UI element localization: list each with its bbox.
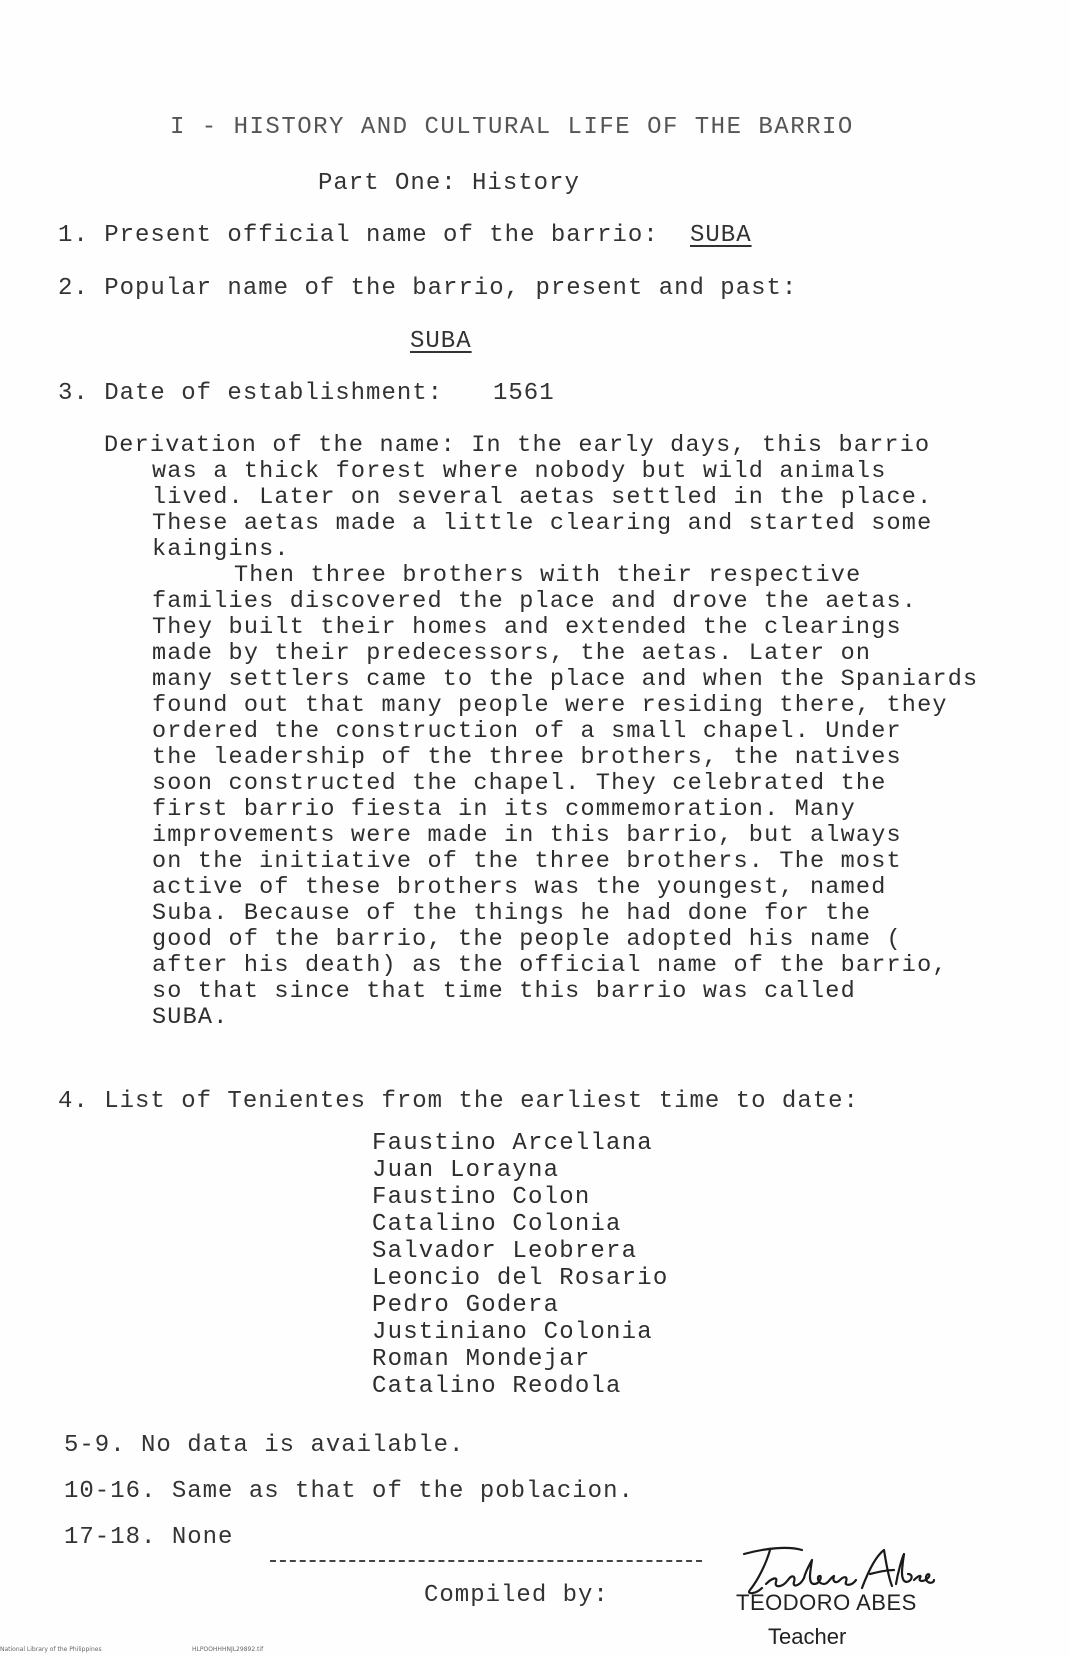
document-subheader: Part One: History bbox=[318, 170, 580, 197]
derivation-line: first barrio fiesta in its commemoration. Many bbox=[152, 796, 856, 823]
derivation-line: They built their homes and extended the clearings bbox=[152, 614, 902, 641]
derivation-line: improvements were made in this barrio, but always bbox=[152, 822, 902, 849]
q3-label: 3. Date of establishment: bbox=[58, 380, 444, 407]
q1-label: 1. Present official name of the barrio: bbox=[58, 222, 659, 249]
document-header: I - HISTORY AND CULTURAL LIFE OF THE BARRIO bbox=[170, 114, 854, 141]
teniente-name: Leoncio del Rosario bbox=[372, 1265, 669, 1292]
derivation-line: These aetas made a little clearing and started some bbox=[152, 510, 933, 537]
footer-library: National Library of the Philippines bbox=[0, 1646, 102, 1653]
derivation-line: found out that many people were residing there, they bbox=[152, 692, 948, 719]
q10-16-text: 10-16. Same as that of the poblacion. bbox=[64, 1478, 634, 1505]
derivation-line: was a thick forest where nobody but wild animals bbox=[152, 458, 887, 485]
q1-value: SUBA bbox=[690, 222, 752, 249]
derivation-line: many settlers came to the place and when the Spaniards bbox=[152, 666, 979, 693]
compiled-by-label: Compiled by: bbox=[424, 1582, 609, 1609]
derivation-line: the leadership of the three brothers, the natives bbox=[152, 744, 902, 771]
derivation-line: families discovered the place and drove the aetas. bbox=[152, 588, 918, 615]
derivation-line: good of the barrio, the people adopted his name ( bbox=[152, 926, 902, 953]
q2-label: 2. Popular name of the barrio, present and past: bbox=[58, 275, 798, 302]
derivation-line: soon constructed the chapel. They celebrated the bbox=[152, 770, 887, 797]
derivation-line: made by their predecessors, the aetas. Later on bbox=[152, 640, 872, 667]
teniente-name: Catalino Reodola bbox=[372, 1373, 622, 1400]
teniente-name: Salvador Leobrera bbox=[372, 1238, 638, 1265]
teniente-name: Pedro Godera bbox=[372, 1292, 560, 1319]
q5-9-text: 5-9. No data is available. bbox=[64, 1432, 465, 1459]
signatory-title: Teacher bbox=[768, 1624, 847, 1649]
derivation-line: on the initiative of the three brothers. The most bbox=[152, 848, 902, 875]
tenientes-list bbox=[372, 1130, 668, 1400]
derivation-line: so that since that time this barrio was called bbox=[152, 978, 856, 1005]
q3-value: 1561 bbox=[493, 380, 555, 407]
derivation-line: after his death) as the official name of the barrio, bbox=[152, 952, 948, 979]
derivation-line: lived. Later on several aetas settled in the place. bbox=[152, 484, 933, 511]
derivation-line: SUBA. bbox=[152, 1004, 229, 1031]
signature-dashed-line bbox=[270, 1560, 702, 1562]
q17-18-text: 17-18. None bbox=[64, 1524, 234, 1551]
derivation-line: kaingins. bbox=[152, 536, 290, 563]
derivation-line: active of these brothers was the youngest, named bbox=[152, 874, 887, 901]
teniente-name: Justiniano Colonia bbox=[372, 1319, 653, 1346]
teniente-name: Catalino Colonia bbox=[372, 1211, 622, 1238]
q4-label: 4. List of Tenientes from the earliest time to date: bbox=[58, 1088, 859, 1115]
teniente-name: Roman Mondejar bbox=[372, 1346, 591, 1373]
teniente-name: Faustino Arcellana bbox=[372, 1130, 653, 1157]
q2-value: SUBA bbox=[410, 328, 472, 355]
teniente-name: Juan Lorayna bbox=[372, 1157, 560, 1184]
teniente-name: Faustino Colon bbox=[372, 1184, 591, 1211]
derivation-line: Suba. Because of the things he had done for the bbox=[152, 900, 872, 927]
derivation-line: Derivation of the name: In the early days, this barrio bbox=[104, 432, 931, 459]
signatory-name: TEODORO ABES bbox=[736, 1590, 917, 1615]
derivation-line: Then three brothers with their respective bbox=[234, 562, 862, 589]
derivation-line: ordered the construction of a small chapel. Under bbox=[152, 718, 902, 745]
footer-file: HLPOOHHHNJL29892.tif bbox=[192, 1646, 264, 1653]
